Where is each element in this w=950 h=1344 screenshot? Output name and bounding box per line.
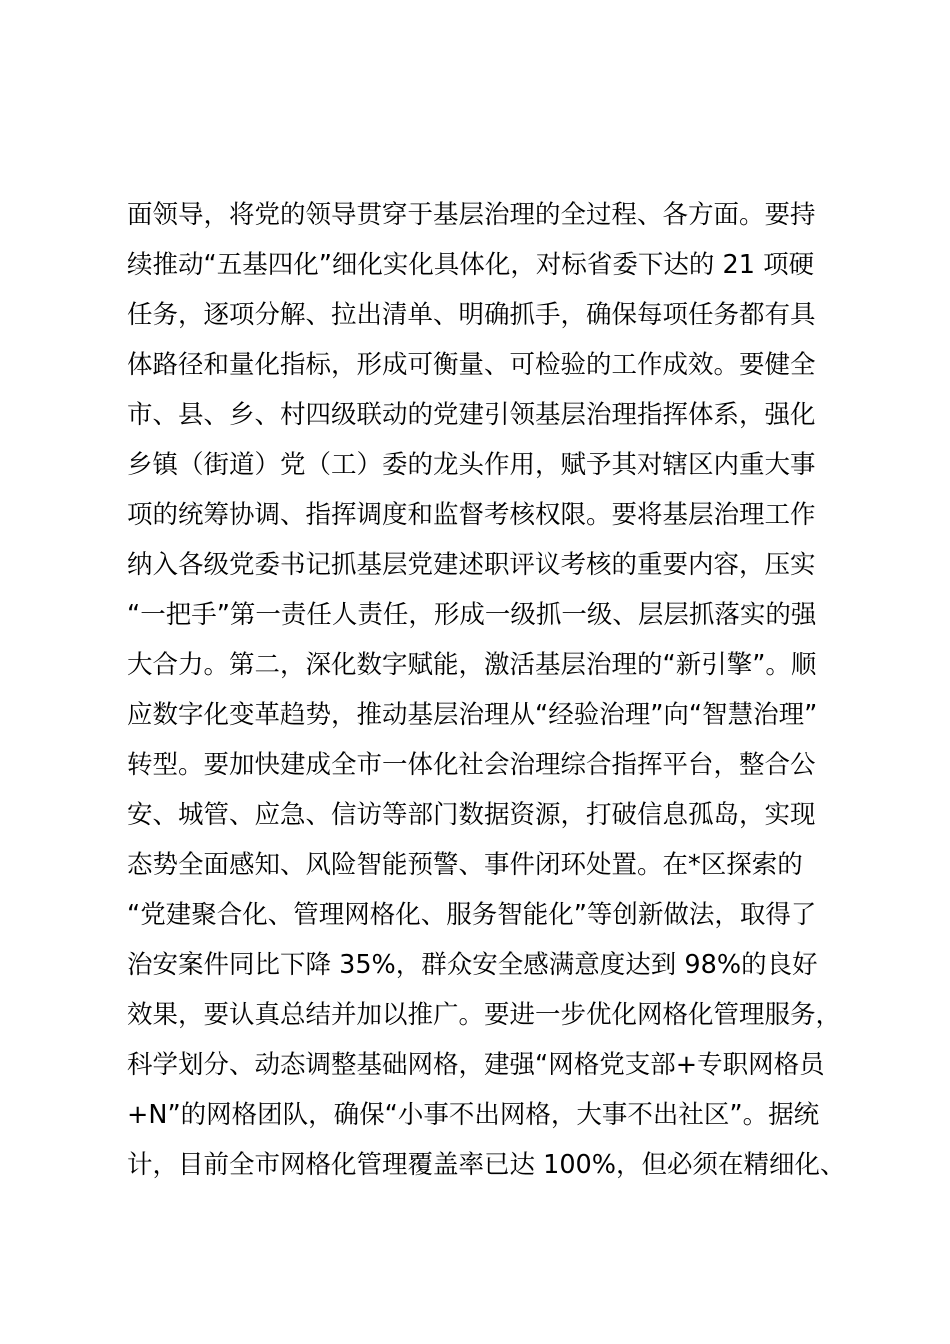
- text-line-5: 市、县、乡、村四级联动的党建引领基层治理指挥体系，强化: [127, 400, 816, 430]
- text-line-2: 续推动“五基四化”细化实化具体化，对标省委下达的 21 项硬: [127, 250, 815, 280]
- text-line-4: 体路径和量化指标，形成可衡量、可检验的工作成效。要健全: [127, 350, 816, 380]
- text-line-6: 乡镇（街道）党（工）委的龙头作用，赋予其对辖区内重大事: [127, 450, 816, 480]
- text-line-7: 项的统筹协调、指挥调度和监督考核权限。要将基层治理工作: [127, 500, 816, 530]
- text-line-14: 态势全面感知、风险智能预警、事件闭环处置。在*区探索的: [127, 850, 803, 880]
- text-line-18: 科学划分、动态调整基础网格，建强“网格党支部+专职网格员: [127, 1050, 825, 1080]
- text-line-20: 计，目前全市网格化管理覆盖率已达 100%，但必须在精细化、: [127, 1150, 846, 1180]
- text-line-17: 效果，要认真总结并加以推广。要进一步优化网格化管理服务，: [127, 1000, 842, 1030]
- text-line-16: 治安案件同比下降 35%，群众安全感满意度达到 98%的良好: [127, 950, 818, 980]
- text-line-15: “党建聚合化、管理网格化、服务智能化”等创新做法，取得了: [127, 900, 817, 930]
- text-line-8: 纳入各级党委书记抓基层党建述职评议考核的重要内容，压实: [127, 550, 816, 580]
- text-line-19: +N”的网格团队，确保“小事不出网格，大事不出社区”。据统: [127, 1100, 820, 1130]
- text-line-13: 安、城管、应急、信访等部门数据资源，打破信息孤岛，实现: [127, 800, 816, 830]
- text-line-10: 大合力。第二，深化数字赋能，激活基层治理的“新引擎”。顺: [127, 650, 817, 680]
- text-line-3: 任务，逐项分解、拉出清单、明确抓手，确保每项任务都有具: [127, 300, 816, 330]
- text-line-12: 转型。要加快建成全市一体化社会治理综合指挥平台，整合公: [127, 750, 816, 780]
- text-line-9: “一把手”第一责任人责任，形成一级抓一级、层层抓落实的强: [127, 600, 817, 630]
- text-line-1: 面领导，将党的领导贯穿于基层治理的全过程、各方面。要持: [127, 200, 816, 230]
- text-line-11: 应数字化变革趋势，推动基层治理从“经验治理”向“智慧治理”: [127, 700, 818, 730]
- body-paragraph: [127, 190, 847, 1190]
